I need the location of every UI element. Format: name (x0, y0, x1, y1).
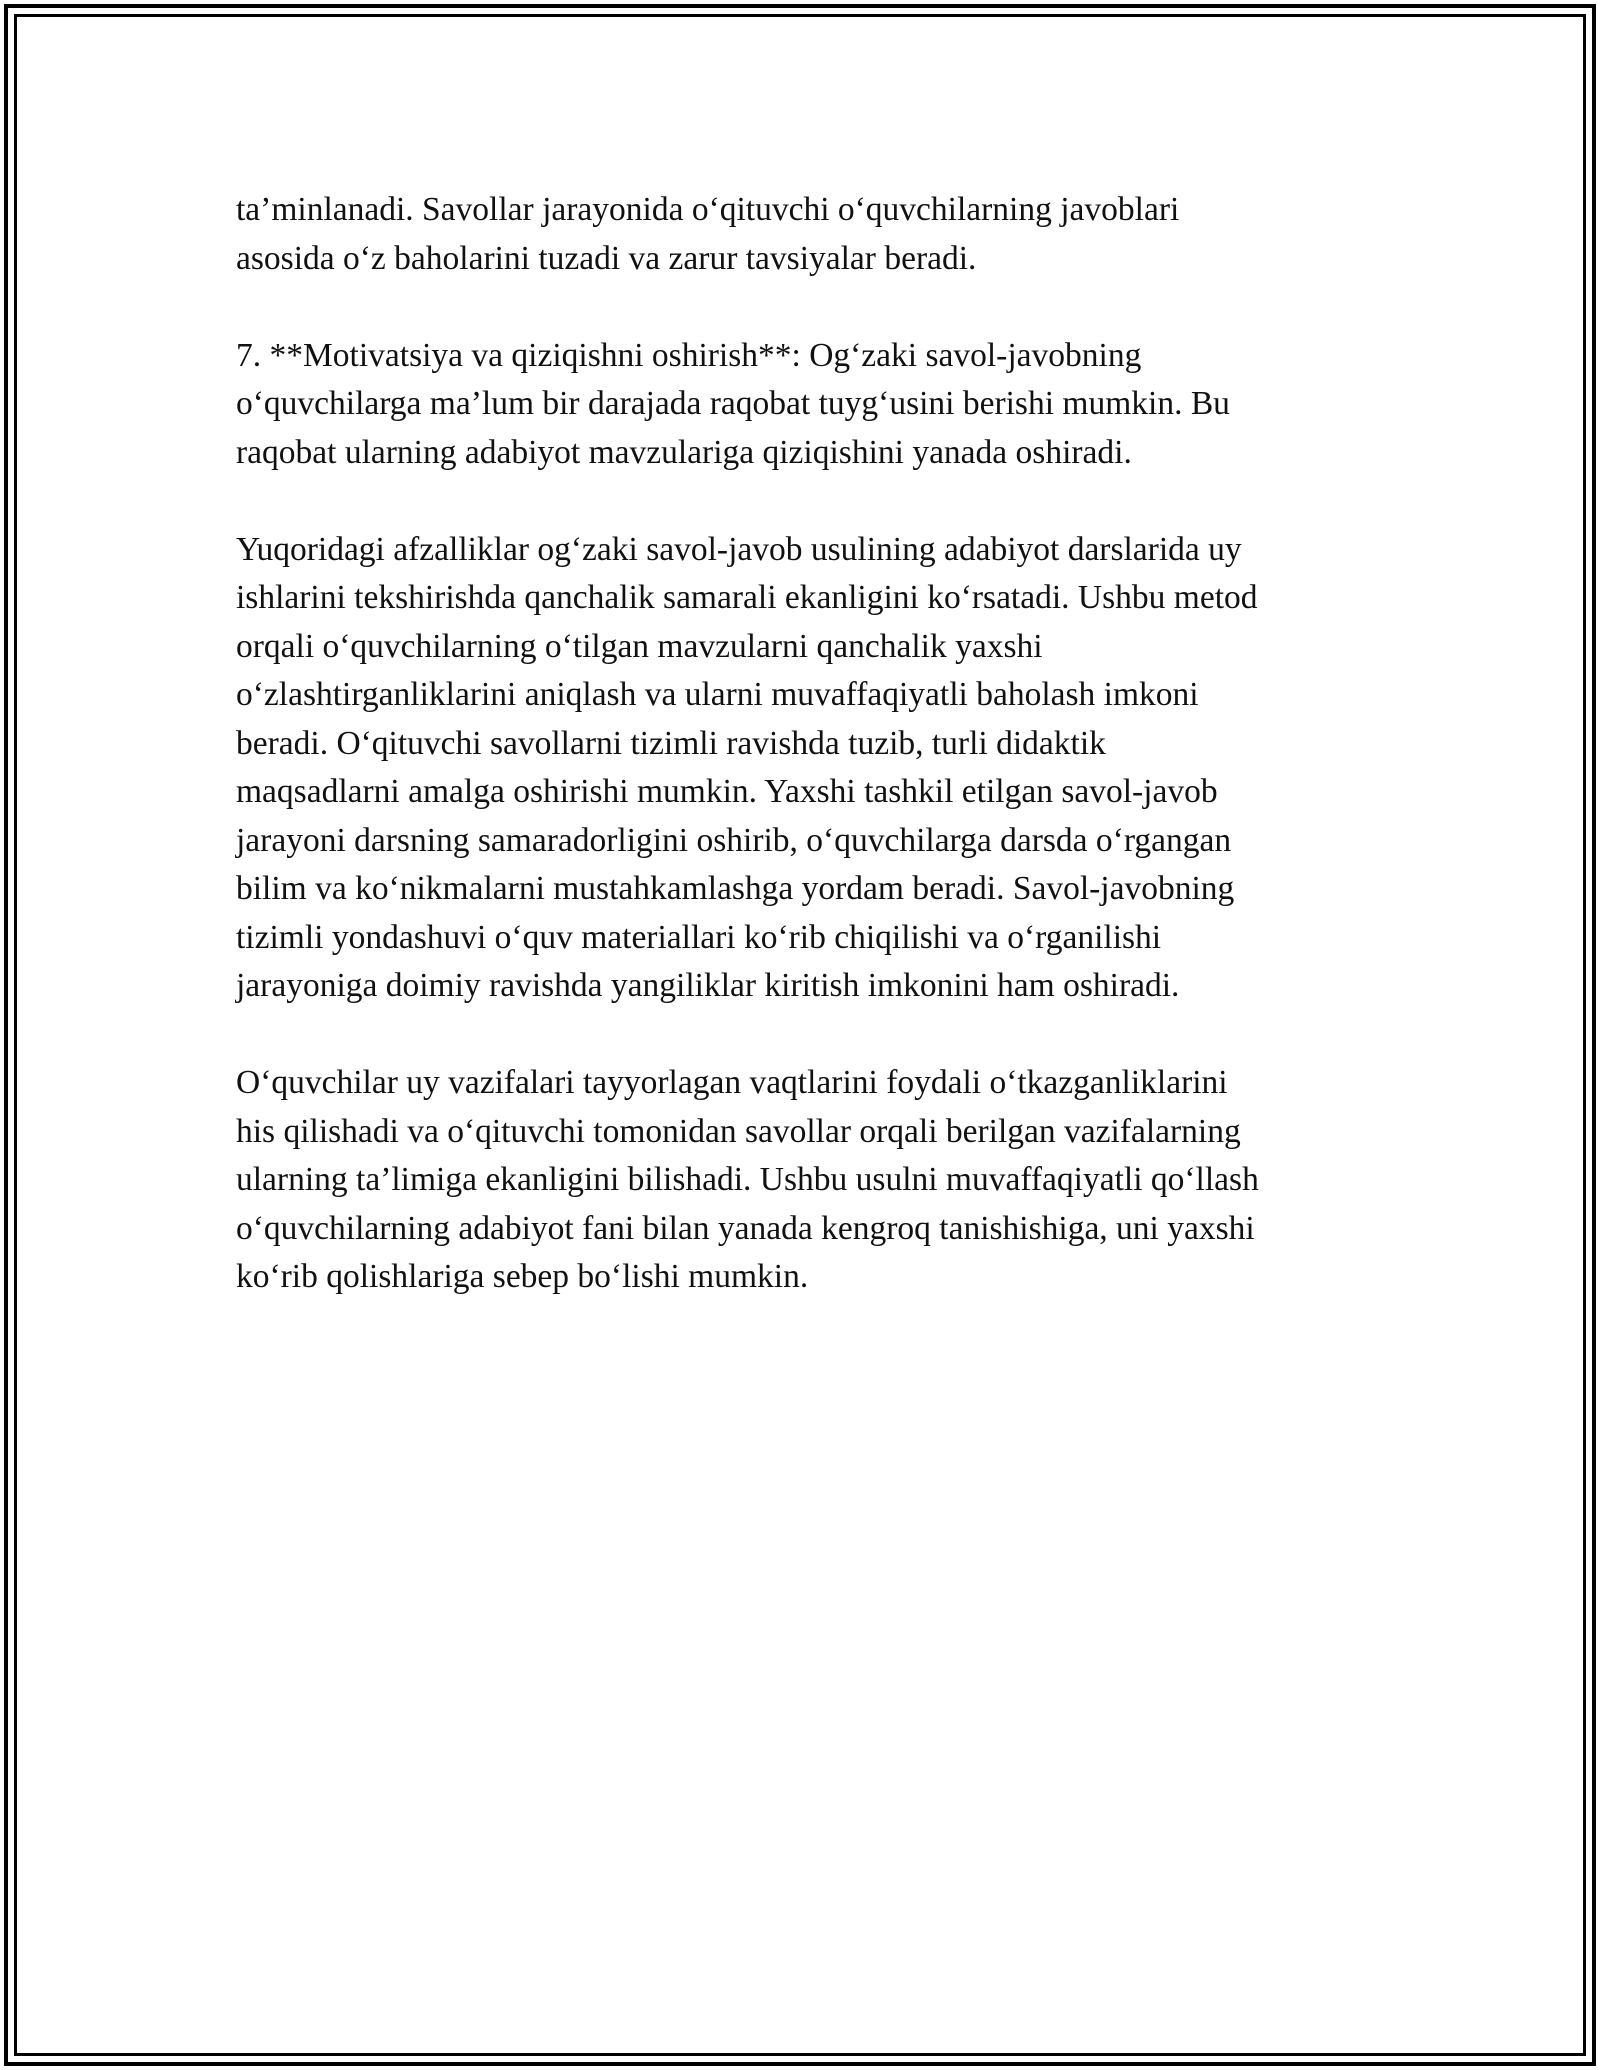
text-line: O‘quvchilar uy vazifalari tayyorlagan vaqtlarini foydali o‘tkazganliklarini (236, 1064, 1228, 1101)
text-line: orqali o‘quvchilarning o‘tilgan mavzularni qanchalik yaxshi (236, 627, 1043, 665)
text-line: tizimli yondashuvi o‘quv materiallari ko‘rib chiqilishi va o‘rganilishi (236, 918, 1162, 956)
text-line: o‘zlashtirganliklarini aniqlash va ularni muvaffaqiyatli baholash imkoni (236, 676, 1199, 713)
document-body (236, 186, 1366, 1350)
paragraph-2-list-item-7 (236, 332, 1366, 478)
text-line: 7. **Motivatsiya va qiziqishni oshirish**: Og‘zaki savol-javobning (236, 336, 1142, 374)
text-line: raqobat ularning adabiyot mavzulariga qiziqishini yanada oshiradi. (236, 433, 1132, 471)
text-line: ularning ta’limiga ekanligini bilishadi. Ushbu usulni muvaffaqiyatli qo‘llash (236, 1161, 1259, 1198)
paragraph-3 (236, 526, 1366, 1011)
text-line: ishlarini tekshirishda qanchalik samarali ekanligini ko‘rsatadi. Ushbu metod (236, 579, 1258, 616)
text-line: ta’minlanadi. Savollar jarayonida o‘qituvchi o‘quvchilarning javoblari (236, 191, 1180, 228)
text-line: maqsadlarni amalga oshirishi mumkin. Yaxshi tashkil etilgan savol-javob (236, 773, 1218, 810)
text-line: o‘quvchilarning adabiyot fani bilan yanada kengroq tanishishiga, uni yaxshi (236, 1209, 1255, 1247)
text-line: ko‘rib qolishlariga sebep bo‘lishi mumkin. (236, 1258, 809, 1295)
paragraph-4 (236, 1059, 1366, 1302)
text-line: bilim va ko‘nikmalarni mustahkamlashga yordam beradi. Savol-javobning (236, 870, 1235, 907)
text-line: Yuqoridagi afzalliklar og‘zaki savol-javob usulining adabiyot darslarida uy (236, 530, 1242, 568)
text-line: o‘quvchilarga ma’lum bir darajada raqobat tuyg‘usini berishi mumkin. Bu (236, 385, 1230, 422)
text-line: beradi. O‘qituvchi savollarni tizimli ravishda tuzib, turli didaktik (236, 724, 1106, 762)
text-line: asosida o‘z baholarini tuzadi va zarur tavsiyalar beradi. (236, 239, 977, 277)
paragraph-1 (236, 186, 1366, 283)
text-line: his qilishadi va o‘qituvchi tomonidan savollar orqali berilgan vazifalarning (236, 1112, 1241, 1150)
text-line: jarayoniga doimiy ravishda yangiliklar kiritish imkonini ham oshiradi. (236, 967, 1180, 1004)
text-line: jarayoni darsning samaradorligini oshirib, o‘quvchilarga darsda o‘rgangan (236, 821, 1232, 859)
